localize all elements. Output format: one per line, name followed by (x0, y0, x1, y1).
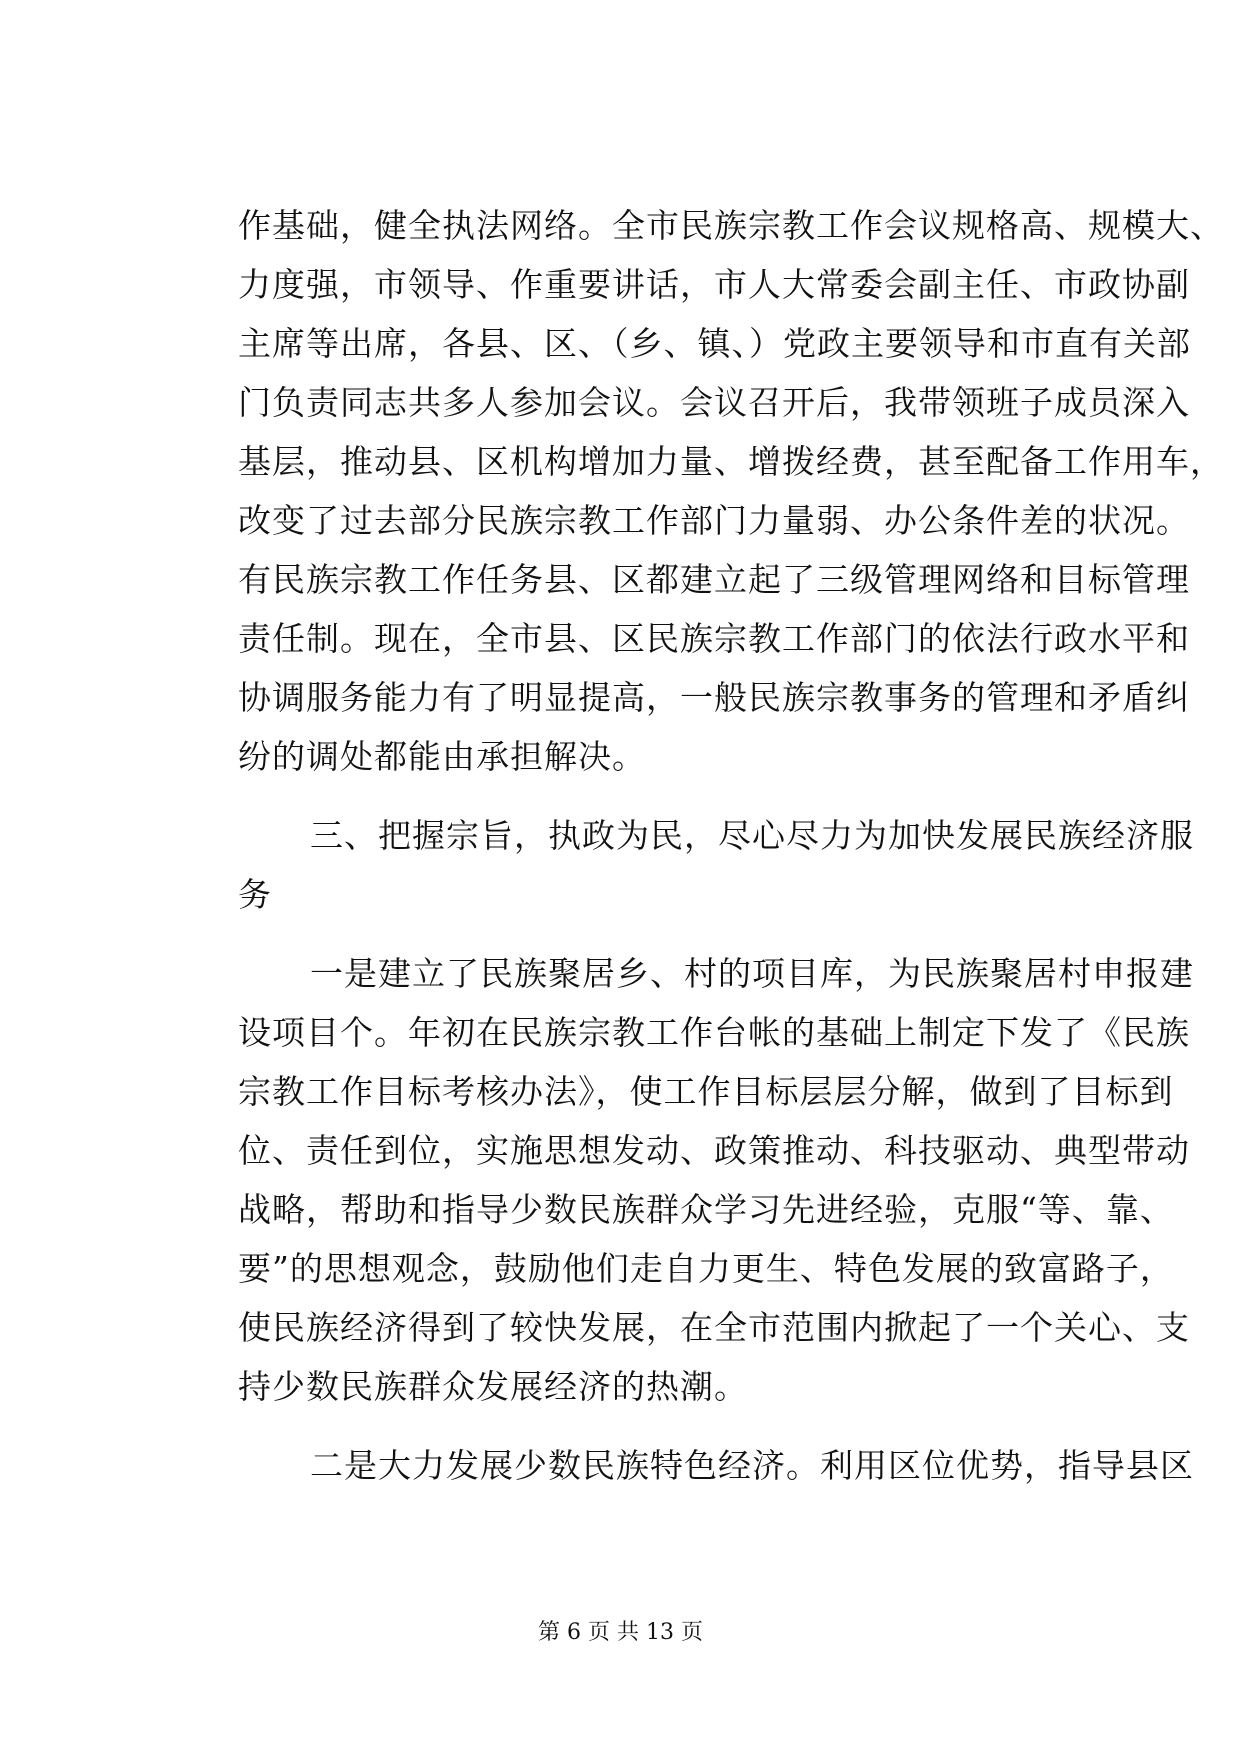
text-line: 基层，推动县、区机构增加力量、增拨经费，甚至配备工作用车， (238, 442, 1224, 481)
text-line: 主席等出席，各县、区、（乡、镇、）党政主要领导和市直有关部 (238, 324, 1191, 363)
text-line: 要”的思想观念，鼓励他们走自力更生、特色发展的致富路子， (238, 1249, 1174, 1288)
text-line: 设项目个。年初在民族宗教工作台帐的基础上制定下发了《民族 (238, 1013, 1190, 1052)
text-line: 作基础，健全执法网络。全市民族宗教工作会议规格高、规模大、 (238, 206, 1224, 245)
text-line: 持少数民族群众发展经济的热潮。 (238, 1367, 748, 1406)
text-line: 门负责同志共多人参加会议。会议召开后，我带领班子成员深入 (238, 383, 1190, 422)
section-heading: 三、把握宗旨，执政为民，尽心尽力为加快发展民族经济服 (310, 816, 1194, 855)
document-body (238, 196, 1224, 1495)
text-line: 宗教工作目标考核办法》，使工作目标层层分解，做到了目标到 (238, 1072, 1174, 1111)
text-line: 纷的调处都能由承担解决。 (238, 737, 646, 776)
text-line: 有民族宗教工作任务县、区都建立起了三级管理网络和目标管理 (238, 560, 1190, 599)
section-heading-continued: 务 (238, 875, 272, 914)
text-line: 一是建立了民族聚居乡、村的项目库，为民族聚居村申报建 (310, 954, 1194, 993)
text-line: 战略，帮助和指导少数民族群众学习先进经验，克服“等、靠、 (238, 1190, 1174, 1229)
page-footer: 第 6 页 共 13 页 (538, 1620, 703, 1645)
text-line: 责任制。现在，全市县、区民族宗教工作部门的依法行政水平和 (238, 619, 1190, 658)
text-line: 二是大力发展少数民族特色经济。利用区位优势，指导县区 (310, 1446, 1194, 1485)
text-line: 改变了过去部分民族宗教工作部门力量弱、办公条件差的状况。 (238, 501, 1190, 540)
text-line: 使民族经济得到了较快发展，在全市范围内掀起了一个关心、支 (238, 1308, 1190, 1347)
text-line: 位、责任到位，实施思想发动、政策推动、科技驱动、典型带动 (238, 1131, 1190, 1170)
paragraph-gap (238, 924, 1078, 944)
paragraph-gap (238, 1416, 1078, 1436)
text-line: 协调服务能力有了明显提高，一般民族宗教事务的管理和矛盾纠 (238, 678, 1190, 717)
paragraph-gap (238, 786, 1078, 806)
text-line: 力度强，市领导、作重要讲话，市人大常委会副主任、市政协副 (238, 265, 1190, 304)
